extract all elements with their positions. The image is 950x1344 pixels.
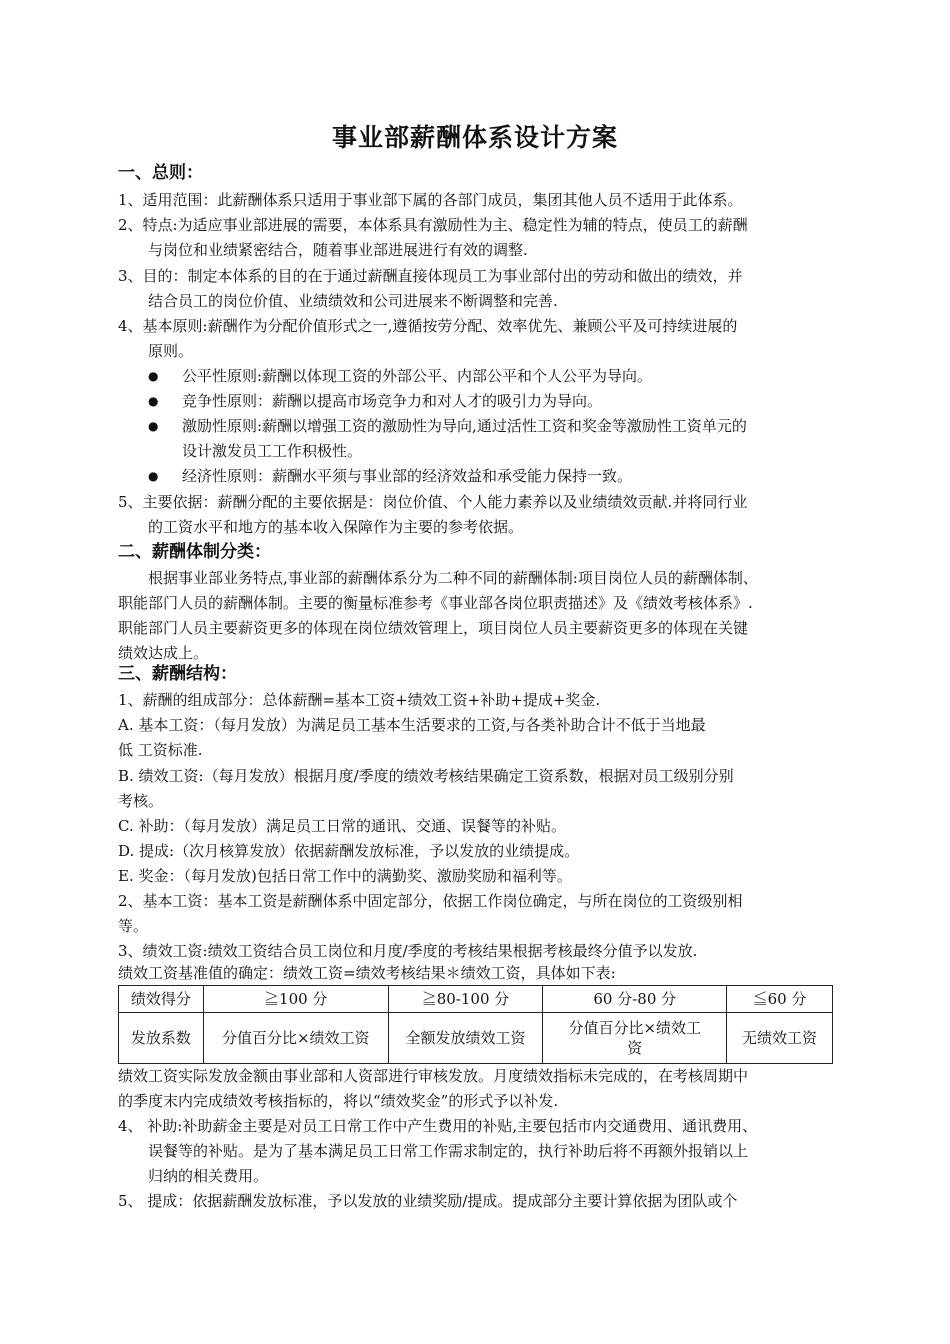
bullet-dot: ● <box>148 369 159 383</box>
bullet-dot: ● <box>148 394 159 408</box>
table-cell: 无绩效工资 <box>727 1013 833 1064</box>
table-cell <box>543 1013 727 1064</box>
paragraph-line: 低 工资标准. <box>118 741 203 759</box>
paragraph-line: E. 奖金：（每月发放)包括日常工作中的满勤奖、激励奖励和福利等。 <box>118 867 572 885</box>
table-cell: 分值百分比×绩效工资 <box>203 1013 388 1064</box>
paragraph-line: 原则。 <box>148 342 194 360</box>
paragraph-line: 5、主要依据：薪酬分配的主要依据是：岗位价值、个人能力素养以及业绩绩效贡献.并将同行业 <box>118 493 748 511</box>
paragraph-line: 1、适用范围：此薪酬体系只适用于事业部下属的各部门成员，集团其他人员不适用于此体系。 <box>118 191 743 209</box>
paragraph-line: 职能部门人员的薪酬体制。主要的衡量标准参考《事业部各岗位职责描述》及《绩效考核体系》. <box>118 594 753 612</box>
bullet-item: 激励性原则:薪酬以增强工资的激励性为导向,通过活性工资和奖金等激励性工资单元的 <box>182 417 747 435</box>
paragraph-line: 的工资水平和地方的基本收入保障作为主要的参考依据。 <box>148 518 524 536</box>
table-cell-line: 分值百分比×绩效工 <box>568 1019 702 1037</box>
paragraph-line: 等。 <box>118 917 149 935</box>
paragraph-line: 1、薪酬的组成部分：总体薪酬=基本工资+绩效工资+补助+提成+奖金. <box>118 691 601 709</box>
paragraph-line: 与岗位和业绩紧密结合，随着事业部进展进行有效的调整. <box>148 241 528 259</box>
paragraph-line: D. 提成:（次月核算发放）依据薪酬发放标准，予以发放的业绩提成。 <box>118 842 580 860</box>
paragraph-line: 职能部门人员主要薪资更多的体现在岗位绩效管理上，项目岗位人员主要薪资更多的体现在关键 <box>118 619 749 637</box>
bullet-item-continued: 设计激发员工工作积极性。 <box>182 442 363 460</box>
table-row <box>119 986 833 1013</box>
table-cell: 发放系数 <box>119 1013 204 1064</box>
section-heading-categories: 二、薪酬体制分类： <box>118 542 271 562</box>
paragraph-line: 绩效工资基准值的确定：绩效工资=绩效考核结果＊绩效工资，具体如下表: <box>118 964 616 982</box>
section-heading-general: 一、总则： <box>118 163 203 183</box>
paragraph-line: 4、基本原则:薪酬作为分配价值形式之一,遵循按劳分配、效率优先、兼顾公平及可持续进展的 <box>118 317 738 335</box>
table-cell: 绩效得分 <box>119 986 204 1013</box>
table-cell: ≧80-100 分 <box>388 986 543 1013</box>
paragraph-line: 2、特点:为适应事业部进展的需要，本体系具有激励性为主、稳定性为辅的特点，使员工的薪酬 <box>118 216 748 234</box>
paragraph-line: 的季度末内完成绩效考核指标的，将以“绩效奖金”的形式予以补发. <box>118 1092 559 1110</box>
table-cell: 60 分-80 分 <box>543 986 727 1013</box>
bullet-dot: ● <box>148 419 159 433</box>
paragraph-line: 2、基本工资：基本工资是薪酬体系中固定部分，依据工作岗位确定，与所在岗位的工资级别相 <box>118 892 743 910</box>
paragraph-line: 3、绩效工资:绩效工资结合员工岗位和月度/季度的考核结果根据考核最终分值予以发放. <box>118 942 698 960</box>
paragraph-line: B. 绩效工资:（每月发放）根据月度/季度的绩效考核结果确定工资系数，根据对员工级别分别 <box>118 767 734 785</box>
paragraph-line: 4、 补助:补助薪金主要是对员工日常工作中产生费用的补贴,主要包括市内交通费用、通讯费用、 <box>118 1117 758 1135</box>
table-cell: 全额发放绩效工资 <box>388 1013 543 1064</box>
table-cell: ≦60 分 <box>727 986 833 1013</box>
table-cell-line: 资 <box>627 1039 643 1057</box>
paragraph-line: 3、目的：制定本体系的目的在于通过薪酬直接体现员工为事业部付出的劳动和做出的绩效，并 <box>118 267 743 285</box>
paragraph-line: 误餐等的补贴。是为了基本满足员工日常工作需求制定的，执行补助后将不再额外报销以上 <box>148 1142 749 1160</box>
paragraph-line: 5、 提成：依据薪酬发放标准，予以发放的业绩奖励/提成。提成部分主要计算依据为团队或个 <box>118 1192 738 1210</box>
paragraph-line: C. 补助：（每月发放）满足员工日常的通讯、交通、误餐等的补贴。 <box>118 817 566 835</box>
bullet-item: 公平性原则:薪酬以体现工资的外部公平、内部公平和个人公平为导向。 <box>182 367 653 385</box>
table-cell: ≧100 分 <box>203 986 388 1013</box>
table-row <box>119 1013 833 1064</box>
paragraph-line: 考核。 <box>118 792 164 810</box>
bullet-item: 经济性原则：薪酬水平须与事业部的经济效益和承受能力保持一致。 <box>182 467 633 485</box>
paragraph-line: 归纳的相关费用。 <box>148 1167 269 1185</box>
paragraph-line: 结合员工的岗位价值、业绩绩效和公司进展来不断调整和完善. <box>148 292 558 310</box>
bullet-item: 竞争性原则：薪酬以提高市场竞争力和对人才的吸引力为导向。 <box>182 392 603 410</box>
paragraph-line: A. 基本工资：（每月发放）为满足员工基本生活要求的工资,与各类补助合计不低于当地最 <box>118 716 706 734</box>
document-title: 事业部薪酬体系设计方案 <box>331 123 618 152</box>
paragraph-line: 绩效工资实际发放金额由事业部和人资部进行审核发放。月度绩效指标未完成的，在考核周期中 <box>118 1067 749 1085</box>
paragraph-line: 绩效达成上。 <box>118 644 209 662</box>
bullet-dot: ● <box>148 469 159 483</box>
section-heading-structure: 三、薪酬结构： <box>118 664 237 684</box>
performance-table <box>118 985 833 1064</box>
paragraph-line: 根据事业部业务特点,事业部的薪酬体系分为二种不同的薪酬体制:项目岗位人员的薪酬体制、 <box>148 569 758 587</box>
